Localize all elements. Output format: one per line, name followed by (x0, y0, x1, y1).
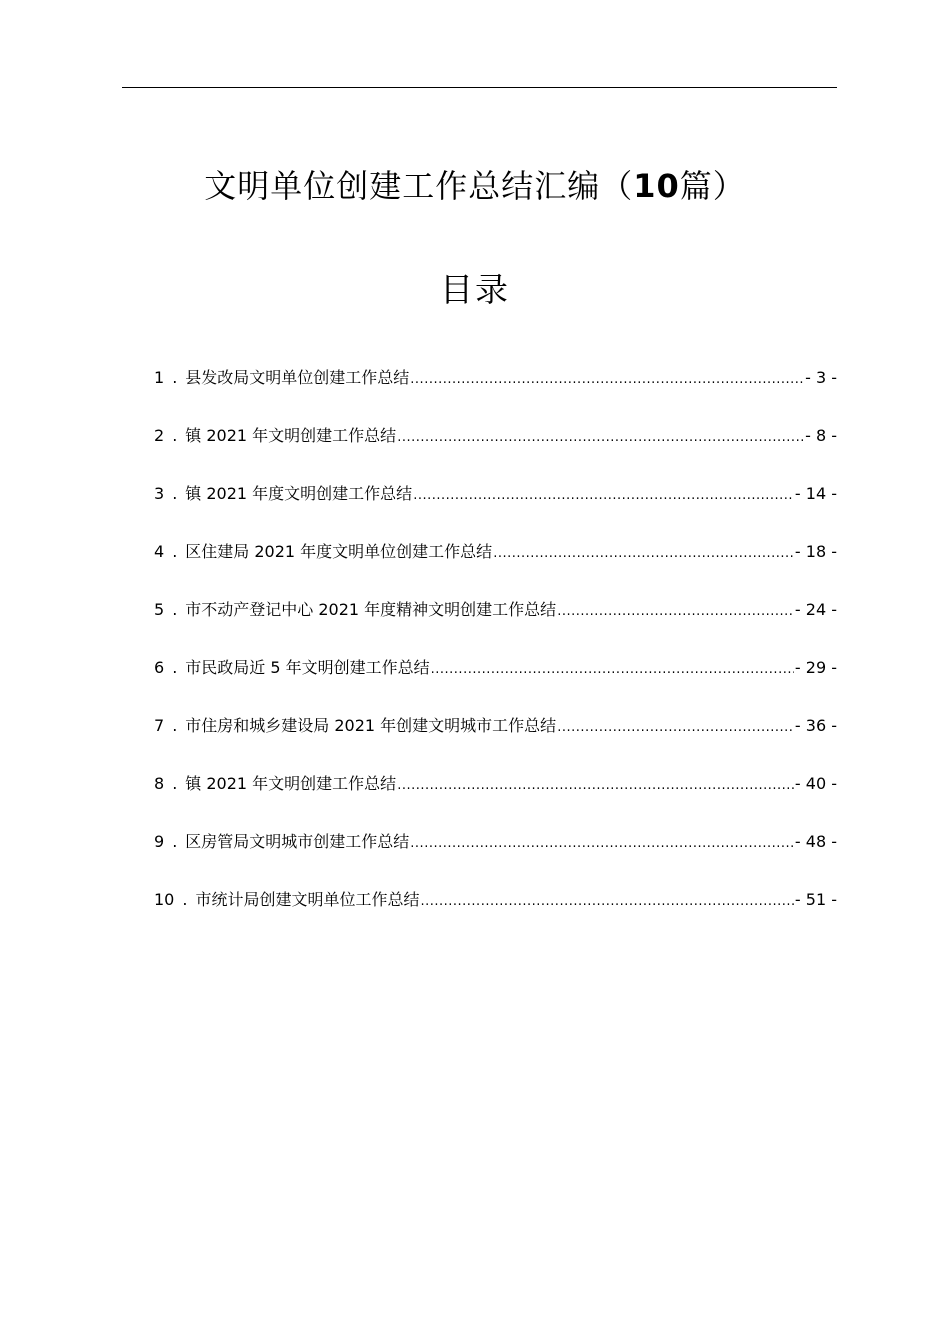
toc-entry-title: 县发改局文明单位创建工作总结 (185, 368, 410, 387)
toc-entry-separator: . (172, 600, 178, 619)
toc-entry-separator: . (172, 368, 178, 387)
toc-entry-number: 1 (154, 368, 165, 387)
toc-entry-page: - 51 - (794, 890, 837, 909)
toc-entry-page: - 14 - (794, 484, 837, 503)
title-suffix: 篇） (679, 167, 746, 205)
toc-entry-number: 4 (154, 542, 165, 561)
title-count: 10 (633, 167, 680, 205)
toc-entry-page: - 8 - (805, 426, 837, 445)
toc-dot-leader (410, 832, 794, 856)
toc-entry-7[interactable] (154, 714, 837, 772)
toc-dot-leader (420, 890, 793, 914)
toc-entry-separator: . (172, 832, 178, 851)
header-rule (122, 87, 837, 88)
toc-entry-6[interactable] (154, 656, 837, 714)
toc-entry-number: 6 (154, 658, 165, 677)
toc-entry-4[interactable] (154, 540, 837, 598)
document-title (0, 162, 950, 210)
toc-entry-title: 区房管局文明城市创建工作总结 (185, 832, 410, 851)
toc-entry-2[interactable] (154, 424, 837, 482)
toc-entry-separator: . (172, 774, 178, 793)
table-of-contents (154, 366, 837, 946)
toc-entry-page: - 36 - (794, 716, 837, 735)
toc-entry-9[interactable] (154, 830, 837, 888)
toc-entry-separator: . (172, 426, 178, 445)
toc-entry-separator: . (172, 658, 178, 677)
toc-entry-number: 3 (154, 484, 165, 503)
toc-dot-leader (493, 542, 794, 566)
toc-entry-number: 10 (154, 890, 175, 909)
toc-entry-page: - 40 - (794, 774, 837, 793)
toc-entry-separator: . (172, 716, 178, 735)
toc-entry-3[interactable] (154, 482, 837, 540)
toc-entry-5[interactable] (154, 598, 837, 656)
toc-entry-10[interactable] (154, 888, 837, 946)
toc-entry-page: - 18 - (794, 542, 837, 561)
toc-dot-leader (397, 774, 794, 798)
toc-entry-title: 市统计局创建文明单位工作总结 (195, 890, 420, 909)
toc-entry-number: 2 (154, 426, 165, 445)
toc-entry-number: 9 (154, 832, 165, 851)
toc-entry-separator: . (172, 542, 178, 561)
toc-entry-title: 镇 2021 年文明创建工作总结 (185, 774, 397, 793)
toc-dot-leader (557, 716, 794, 740)
toc-dot-leader (557, 600, 794, 624)
toc-entry-title: 市民政局近 5 年文明创建工作总结 (185, 658, 430, 677)
toc-heading: 目录 (440, 270, 510, 309)
toc-entry-title: 市住房和城乡建设局 2021 年创建文明城市工作总结 (185, 716, 557, 735)
toc-entry-8[interactable] (154, 772, 837, 830)
toc-entry-number: 5 (154, 600, 165, 619)
toc-dot-leader (410, 368, 804, 392)
toc-entry-title: 镇 2021 年度文明创建工作总结 (185, 484, 413, 503)
toc-dot-leader (431, 658, 794, 682)
toc-entry-page: - 3 - (805, 368, 837, 387)
toc-dot-leader (413, 484, 794, 508)
toc-entry-page: - 48 - (794, 832, 837, 851)
toc-entry-title: 区住建局 2021 年度文明单位创建工作总结 (185, 542, 493, 561)
toc-entry-1[interactable] (154, 366, 837, 424)
toc-entry-title: 镇 2021 年文明创建工作总结 (185, 426, 397, 445)
toc-entry-title: 市不动产登记中心 2021 年度精神文明创建工作总结 (185, 600, 557, 619)
toc-dot-leader (397, 426, 804, 450)
title-prefix: 文明单位创建工作总结汇编（ (204, 167, 634, 205)
toc-entry-number: 7 (154, 716, 165, 735)
toc-entry-page: - 29 - (794, 658, 837, 677)
toc-entry-page: - 24 - (794, 600, 837, 619)
toc-entry-separator: . (182, 890, 188, 909)
toc-entry-number: 8 (154, 774, 165, 793)
toc-entry-separator: . (172, 484, 178, 503)
